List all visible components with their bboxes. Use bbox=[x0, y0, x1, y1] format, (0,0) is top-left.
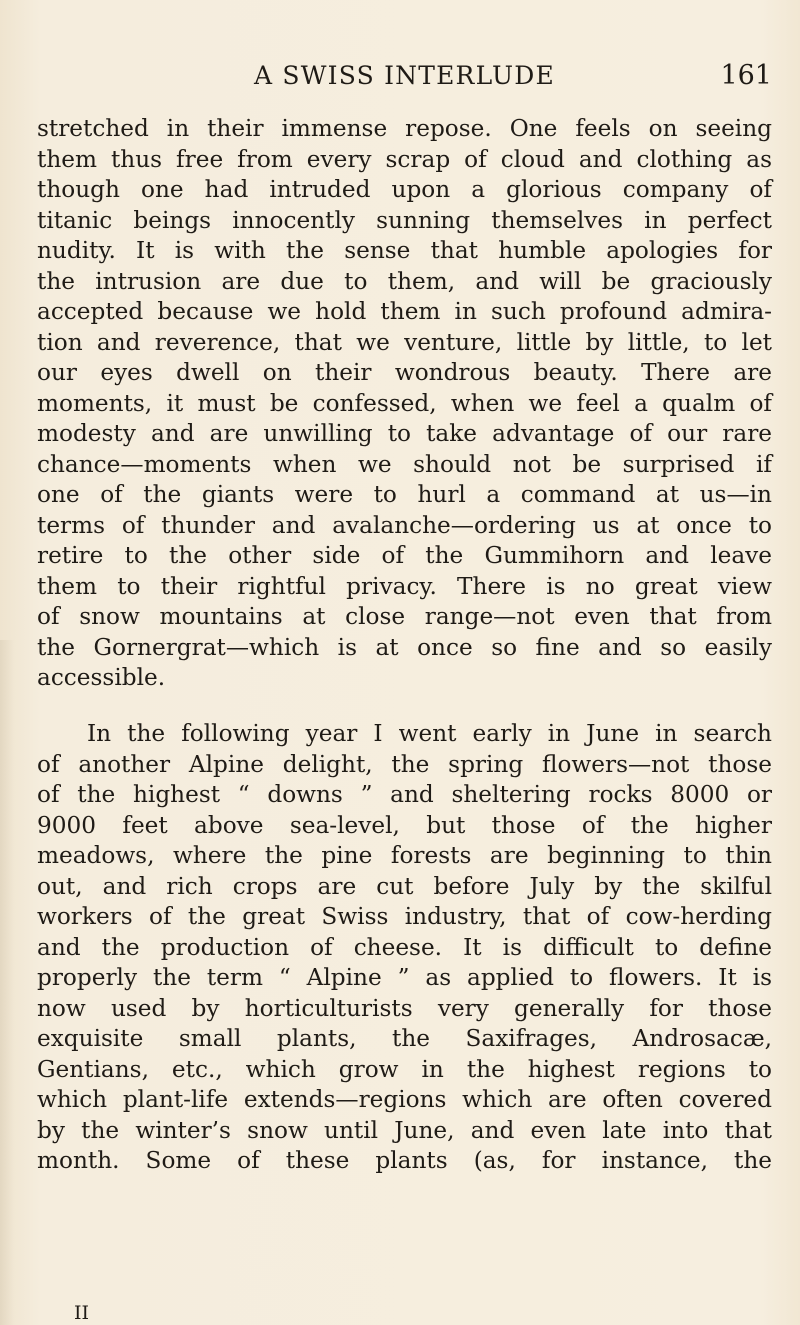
text-line: accepted because we hold them in such profound admira- bbox=[37, 298, 772, 325]
text-line: nudity. It is with the sense that humble apologies for bbox=[37, 237, 772, 264]
text-line: moments, it must be confessed, when we feel a qualm of bbox=[37, 389, 772, 417]
paragraph-1 bbox=[37, 114, 772, 694]
text-line: out, and rich crops are cut before July by the skilful bbox=[37, 872, 772, 900]
text-line: chance—moments when we should not be surprised if bbox=[37, 450, 772, 478]
page-gutter-shadow bbox=[0, 640, 14, 1325]
text-line: and the production of cheese. It is difficult to define bbox=[37, 933, 772, 961]
text-line: them thus free from every scrap of cloud and clothing as bbox=[37, 145, 772, 173]
text-line: month. Some of these plants (as, for instance, the bbox=[37, 1147, 772, 1174]
text-line: the intrusion are due to them, and will be graciously bbox=[37, 267, 772, 295]
text-line: accessible. bbox=[37, 664, 166, 691]
text-line: stretched in their immense repose. One feels on seeing bbox=[37, 115, 772, 142]
text-line: of the highest “ downs ” and sheltering rocks 8000 or bbox=[37, 781, 772, 808]
text-line: Gentians, etc., which grow in the highest regions to bbox=[37, 1055, 772, 1083]
text-line: now used by horticulturists very generally for those bbox=[37, 994, 772, 1022]
text-line: tion and reverence, that we venture, little by little, to let bbox=[37, 328, 772, 356]
text-line: titanic beings innocently sunning themselves in perfect bbox=[37, 206, 772, 234]
page-number: 161 bbox=[720, 60, 772, 91]
text-line: of snow mountains at close range—not even that from bbox=[37, 603, 772, 630]
text-line: terms of thunder and avalanche—ordering us at once to bbox=[37, 511, 772, 539]
text-line: one of the giants were to hurl a command at us—in bbox=[37, 481, 772, 508]
text-line: which plant-life extends—regions which are often covered bbox=[37, 1086, 772, 1113]
text-line: meadows, where the pine forests are beginning to thin bbox=[37, 842, 772, 869]
text-line: them to their rightful privacy. There is no great view bbox=[37, 572, 772, 600]
text-line: of another Alpine delight, the spring flowers—not those bbox=[37, 750, 772, 778]
text-line: the Gornergrat—which is at once so fine and so easily bbox=[37, 633, 772, 661]
text-line: In the following year I went early in June in search bbox=[87, 720, 772, 747]
signature-mark: II bbox=[74, 1302, 90, 1324]
text-line: exquisite small plants, the Saxifrages, Androsacæ, bbox=[37, 1025, 772, 1052]
text-line: modesty and are unwilling to take advantage of our rare bbox=[37, 420, 772, 447]
text-line: workers of the great Swiss industry, that of cow-herding bbox=[37, 903, 772, 930]
paragraph-2 bbox=[37, 719, 772, 1177]
page-header bbox=[37, 56, 772, 96]
text-line: though one had intruded upon a glorious company of bbox=[37, 176, 772, 203]
running-head: A SWISS INTERLUDE bbox=[254, 61, 555, 90]
text-line: properly the term “ Alpine ” as applied to flowers. It is bbox=[37, 964, 772, 991]
text-line: by the winter’s snow until June, and even late into that bbox=[37, 1116, 772, 1144]
text-line: our eyes dwell on their wondrous beauty. There are bbox=[37, 359, 772, 386]
text-line: 9000 feet above sea-level, but those of the higher bbox=[37, 811, 772, 839]
text-line: retire to the other side of the Gummihorn and leave bbox=[37, 542, 772, 569]
